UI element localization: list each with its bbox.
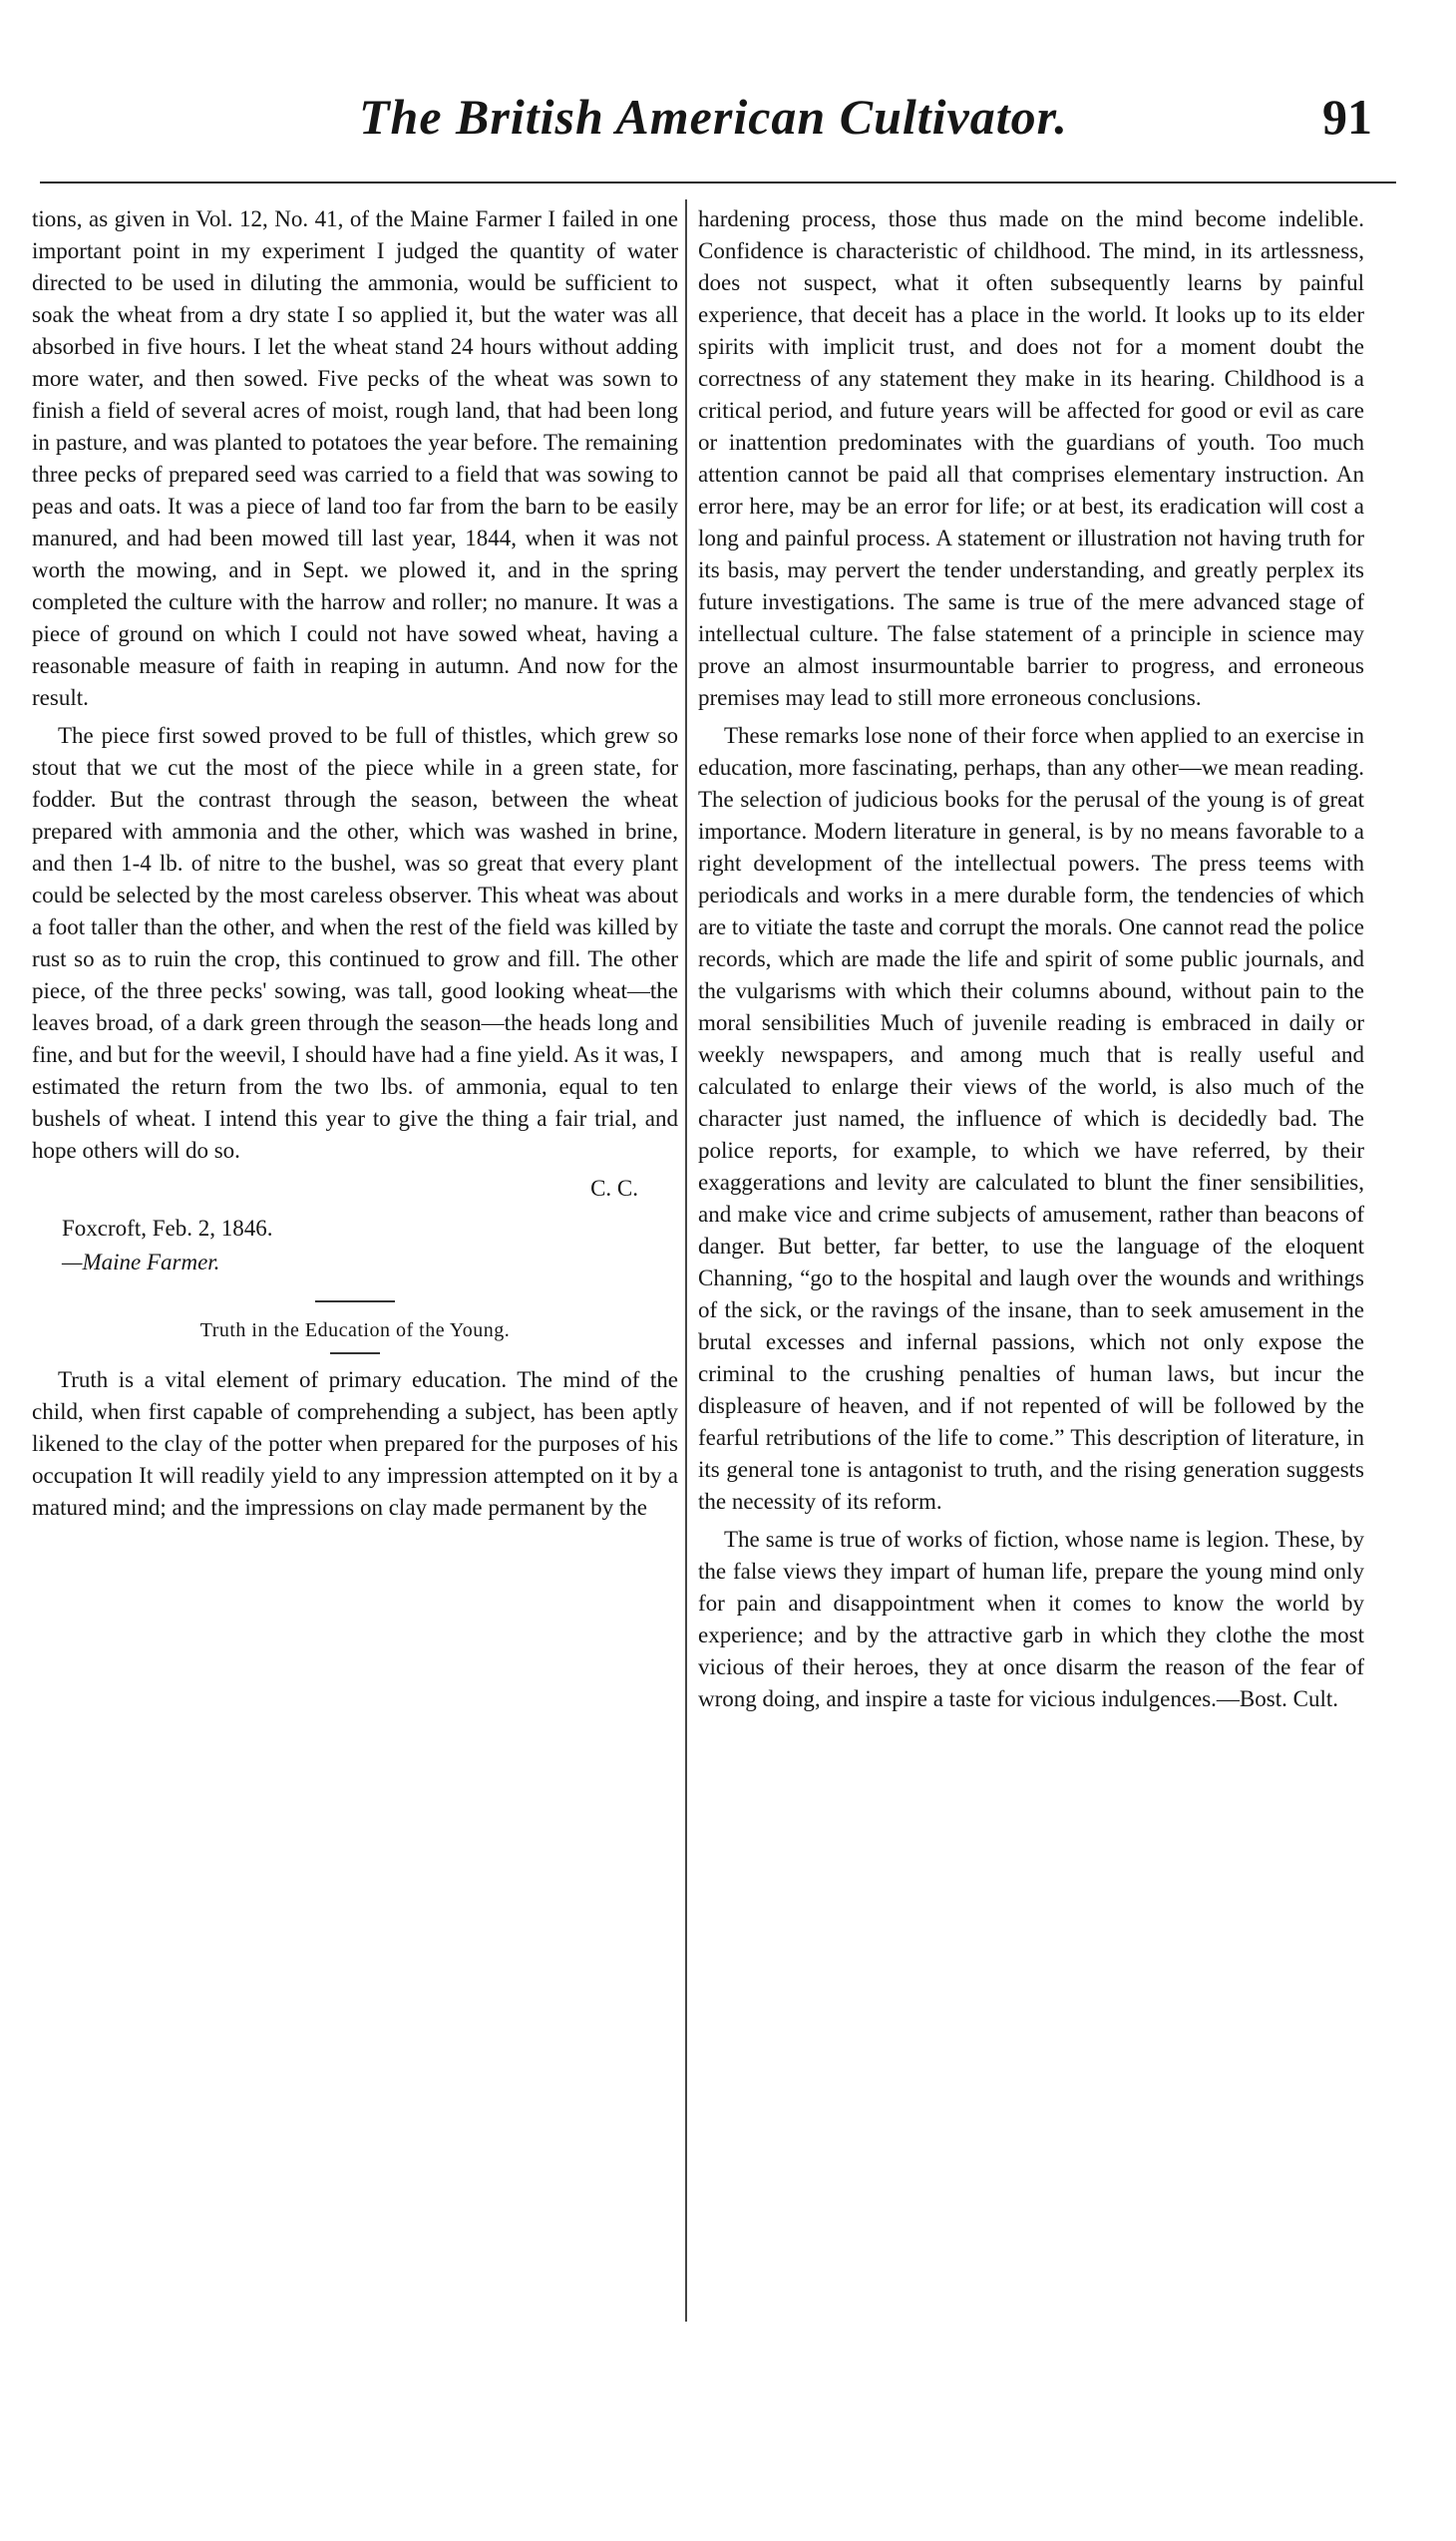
page-header xyxy=(40,88,1396,168)
section-title-rule xyxy=(330,1352,380,1354)
truth-paragraph-3: These remarks lose none of their force when applied to an exercise in education, more fascinating, perhaps, than any other—we mean reading. The selection of judicious books for the perusal of the young is of great importance. Modern literature in general, is by no means favorable to a right development of the intellectual powers. The press teems with periodicals and works in a mere durable form, the tendencies of which are to vitiate the taste and corrupt the morals. One cannot read the police records, which are made the life and spirit of some public journals, and the vulgarisms with which their columns abound, without pain to the moral sensibilities Much of juvenile reading is embraced in daily or weekly newspapers, and among much that is really useful and calculated to enlarge their views of the world, is also much of the character just named, the influence of which is decidedly bad. The police reports, for example, to which we have referred, by their exaggerations and levity are calculated to blunt the finer sensibilities, and make vice and crime subjects of amusement, rather than beacons of danger. But better, far better, to use the language of the eloquent Channing, “go to the hospital and laugh over the wounds and writhings of the sick, or the ravings of the insane, than to seek amusement in the brutal excesses and infernal passions, which not only expose the criminal to the crushing penalties of human laws, but incur the displeasure of heaven, and if not repented of will be followed by the fearful retributions of the life to come.” This description of literature, in its general tone is antagonist to truth, and the rising generation suggests the necessity of its reform. xyxy=(698,723,1365,1514)
truth-paragraph-1: Truth is a vital element of primary education. The mind of the child, when first capable of comprehending a subject, has been aptly likened to the clay of the potter when prepared for the purposes of his occupation It will readily yield to any impression attempted on it by a matured mind; and the impressions on clay made permanent by the xyxy=(32,1367,678,1520)
signature: C. C. xyxy=(590,1176,638,1201)
column-divider xyxy=(685,199,687,2322)
article-paragraph-1: tions, as given in Vol. 12, No. 41, of the Maine Farmer I failed in one important point in my experiment I judged the quantity of water directed to be used in diluting the ammonia, would be sufficient to soak the wheat from a dry state I so applied it, but the water was all absorbed in five hours. I let the wheat stand 24 hours without adding more water, and then sowed. Five pecks of the wheat was sown to finish a field of several acres of moist, rough land, that had been long in pasture, and was planted to potatoes the year before. The remaining three pecks of prepared seed was carried to a field that was sowing to peas and oats. It was a piece of land too far from the barn to be easily manured, and had been mowed till last year, 1844, when it was not worth the mowing, and in Sept. we plowed it, and in the spring completed the culture with the harrow and roller; no manure. It was a piece of ground on which I could not have sowed wheat, having a reasonable measure of faith in reaping in autumn. And now for the result. xyxy=(32,206,678,710)
truth-paragraph-2: hardening process, those thus made on the mind become indelible. Confidence is characteristic of childhood. The mind, in its artlessness, does not suspect, what it often subsequently learns by painful experience, that deceit has a place in the world. It looks up to its elder spirits with implicit trust, and does not for a moment doubt the correctness of any statement they make in its hearing. Childhood is a critical period, and future years will be affected for good or evil as care or inattention predominates with the guardians of youth. Too much attention cannot be paid all that comprises elementary instruction. An error here, may be an error for life; or at best, its eradication will cost a long and painful process. A statement or illustration not having truth for its basis, may pervert the tender understanding, and greatly perplex its future investigations. The same is true of the mere advanced stage of intellectual culture. The false statement of a principle in science may prove an almost insurmountable barrier to progress, and erroneous premises may lead to still more erroneous conclusions. xyxy=(698,206,1364,710)
page-number: 91 xyxy=(1322,89,1372,145)
journal-title: The British American Cultivator. xyxy=(359,89,1068,145)
article-paragraph-2: The piece first sowed proved to be full of thistles, which grew so stout that we cut the most of the piece while in a green state, for fodder. But the contrast through the season, between the wheat prepared with ammonia and the other, which was washed in brine, and then 1-4 lb. of nitre to the bushel, was so great that every plant could be selected by the most careless observer. This wheat was about a foot taller than the other, and when the rest of the field was killed by rust so as to ruin the crop, this continued to grow and fill. The other piece, of the three pecks' sowing, was tall, good looking wheat—the leaves broad, of a dark green through the season—the heads long and fine, and but for the weevil, I should have had a fine yield. As it was, I estimated the return from the two lbs. of ammonia, equal to ten bushels of wheat. I intend this year to give the thing a fair trial, and hope others will do so. xyxy=(32,723,678,1163)
source-credit: —Maine Farmer. xyxy=(62,1250,220,1274)
left-column xyxy=(32,203,678,1530)
section-title: Truth in the Education of the Young. xyxy=(199,1319,511,1341)
dateline: Foxcroft, Feb. 2, 1846. xyxy=(62,1216,273,1241)
right-column xyxy=(698,203,1364,1721)
header-rule xyxy=(40,182,1396,183)
truth-paragraph-4: The same is true of works of fiction, whose name is legion. These, by the false views they impart of human life, prepare the young mind only for pain and disappointment when it comes to know the world by experience; and by the attractive garb in which they clothe the most vicious of their heroes, they at once disarm the reason of the fear of wrong doing, and inspire a taste for vicious indulgences.—Bost. Cult. xyxy=(698,1527,1364,1711)
section-separator xyxy=(315,1300,395,1302)
